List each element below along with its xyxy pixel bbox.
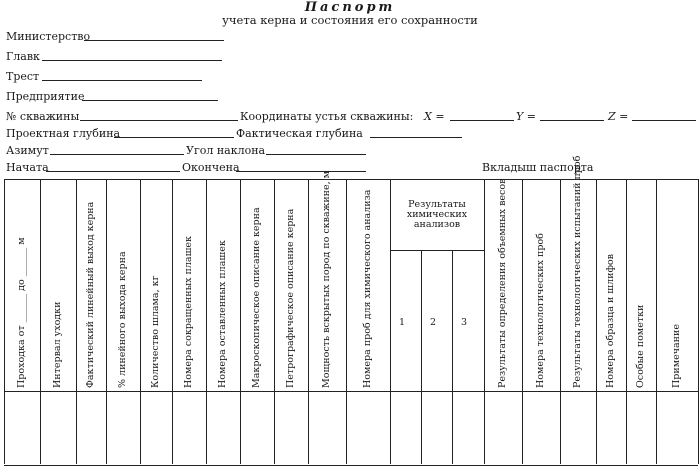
column-header: Номера сокращенных плашек	[183, 236, 194, 388]
column-divider	[206, 179, 207, 464]
column-divider	[106, 179, 107, 464]
well-no-line[interactable]	[80, 120, 238, 121]
column-divider	[4, 179, 5, 464]
design-depth-line[interactable]	[114, 137, 234, 138]
chem-col-3: 3	[461, 317, 468, 328]
inclination-label: Угол наклона	[186, 144, 266, 157]
well-no-label: № скважины	[6, 110, 80, 123]
column-header: Фактический линейный выход керна	[85, 201, 96, 388]
column-divider	[346, 179, 347, 464]
document-title: Паспорт	[304, 0, 396, 15]
column-divider	[308, 179, 309, 464]
chem-subcolumn-divider	[421, 250, 422, 464]
actual-depth-label: Фактическая глубина	[236, 127, 363, 140]
column-header: Интервал уходки	[52, 301, 63, 388]
column-header: Результаты определения объемных весов	[497, 178, 508, 388]
enterprise-line[interactable]	[82, 100, 218, 101]
column-divider	[40, 179, 41, 464]
x-label: X =	[424, 110, 445, 123]
trest-line[interactable]	[42, 80, 202, 81]
column-header: Номера оставленных плашек	[217, 240, 228, 388]
column-divider	[626, 179, 627, 464]
column-divider	[656, 179, 657, 464]
chem-subcolumn-divider	[452, 250, 453, 464]
insert-label: Вкладыш паспорта	[482, 161, 594, 174]
column-header: Особые пометки	[635, 304, 646, 388]
document-subtitle: учета керна и состояния его сохранности	[222, 13, 478, 27]
column-header: % линейного выхода керна	[117, 251, 128, 388]
column-header: Макроскопическое описание керна	[251, 207, 262, 388]
column-divider	[172, 179, 173, 464]
z-line[interactable]	[632, 120, 696, 121]
inclination-line[interactable]	[266, 154, 366, 155]
column-header: Примечание	[671, 324, 682, 388]
column-divider	[596, 179, 597, 464]
chem-col-2: 2	[430, 317, 437, 328]
chem-col-1: 1	[399, 317, 406, 328]
column-divider	[484, 179, 485, 464]
column-header: Результаты технологических испытаний проб	[572, 155, 583, 388]
trest-label: Трест	[6, 70, 40, 83]
column-header: Номера образца и шлифов	[605, 254, 616, 388]
azimuth-label: Азимут	[6, 144, 49, 157]
column-header: Проходка от ______ до ______ м	[16, 237, 27, 388]
collar-coords-label: Координаты устья скважины:	[240, 110, 414, 123]
started-line[interactable]	[46, 171, 180, 172]
enterprise-label: Предприятие	[6, 90, 85, 103]
glavk-label: Главк	[6, 50, 40, 63]
table-header-divider	[4, 391, 698, 392]
finished-label: Окончена	[182, 161, 240, 174]
glavk-line[interactable]	[42, 60, 222, 61]
column-divider	[522, 179, 523, 464]
column-divider	[240, 179, 241, 464]
started-label: Начата	[6, 161, 49, 174]
column-header: Количество шлама, кг	[150, 275, 161, 388]
column-divider	[560, 179, 561, 464]
actual-depth-line[interactable]	[370, 137, 462, 138]
y-label: Y =	[516, 110, 536, 123]
column-header: Номера проб для химического анализа	[362, 189, 373, 388]
column-divider	[140, 179, 141, 464]
z-label: Z =	[608, 110, 629, 123]
x-line[interactable]	[450, 120, 514, 121]
design-depth-label: Проектная глубина	[6, 127, 121, 140]
finished-line[interactable]	[236, 171, 366, 172]
column-divider	[698, 179, 699, 464]
y-line[interactable]	[540, 120, 604, 121]
azimuth-line[interactable]	[50, 154, 184, 155]
chem-results-title: Результаты химических анализов	[406, 199, 468, 230]
column-divider	[274, 179, 275, 464]
column-header: Мощность вскрытых пород по скважине, м	[321, 170, 332, 388]
ministry-line[interactable]	[84, 40, 224, 41]
column-header: Петрографическое описание керна	[285, 208, 296, 388]
column-header: Номера технологических проб	[535, 233, 546, 388]
column-divider	[76, 179, 77, 464]
chem-subheader-divider	[390, 250, 484, 251]
ministry-label: Министерство	[6, 30, 91, 43]
